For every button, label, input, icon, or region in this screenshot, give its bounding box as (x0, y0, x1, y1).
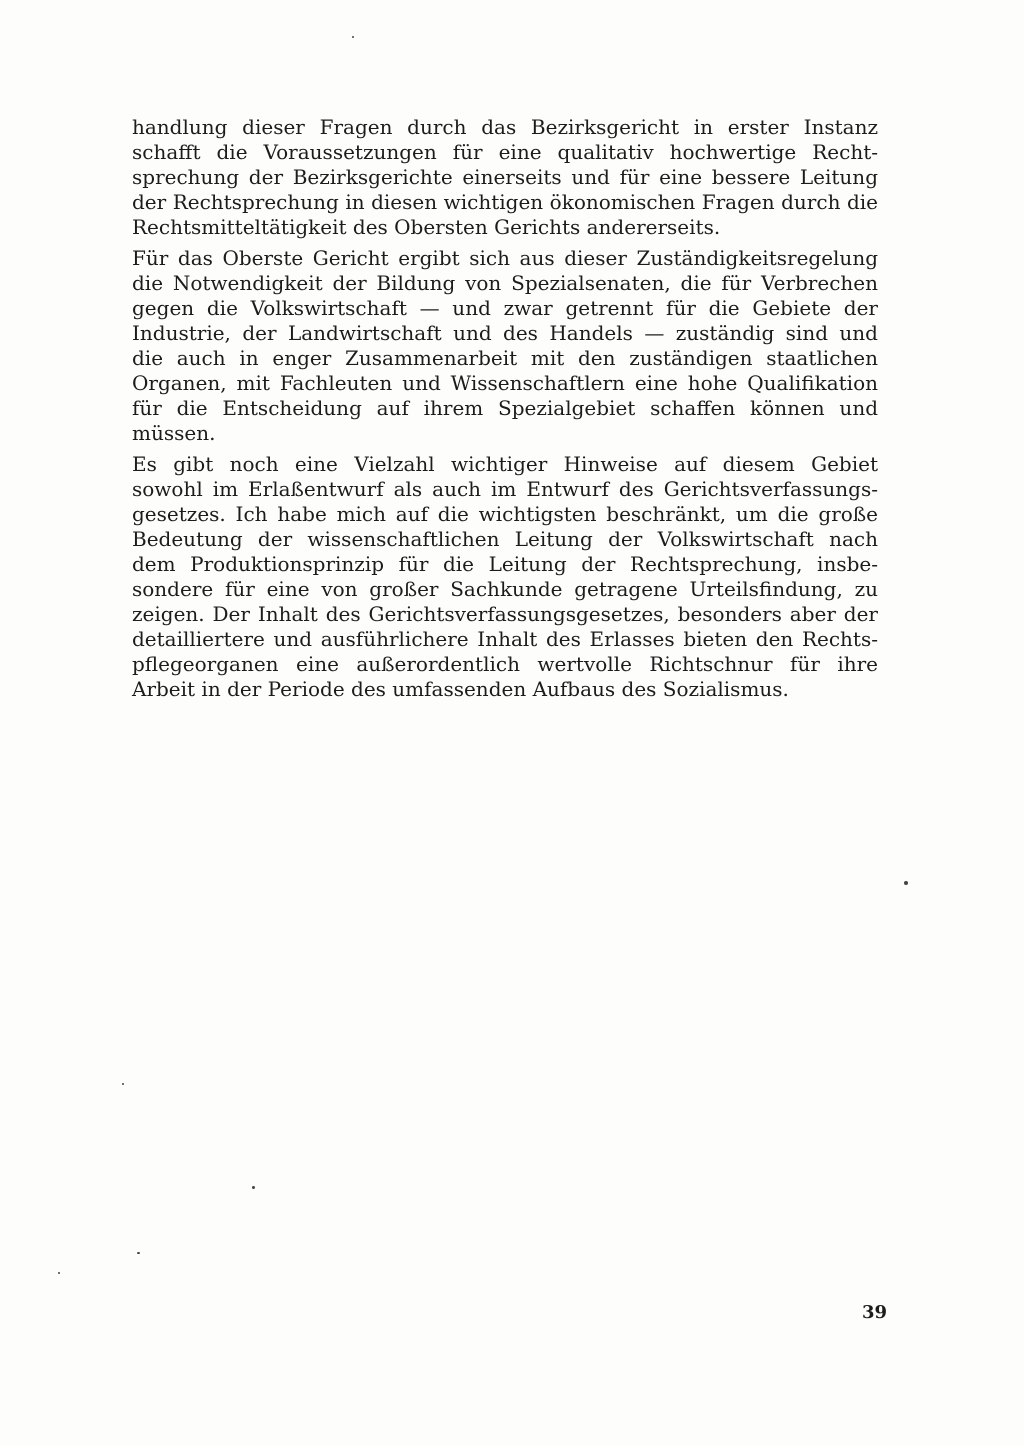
text-line: Für das Oberste Gericht ergibt sich aus dieser Zuständigkeitsregelung (132, 246, 878, 270)
text-line: sondere für eine von großer Sachkunde getragene Urteilsfindung, zu (132, 577, 878, 601)
text-line: Es gibt noch eine Vielzahl wichtiger Hinweise auf diesem Gebiet (132, 452, 878, 476)
text-line: Rechtsmitteltätigkeit des Obersten Gerichts andererseits. (132, 215, 721, 239)
text-line: die auch in enger Zusammenarbeit mit den zuständigen staatlichen (132, 346, 878, 370)
text-line: die Notwendigkeit der Bildung von Spezialsenaten, die für Verbrechen (132, 271, 878, 295)
text-line: pflegeorganen eine außerordentlich wertvolle Richtschnur für ihre (132, 652, 878, 676)
paragraph-3 (132, 452, 878, 702)
text-line: Organen, mit Fachleuten und Wissenschaftlern eine hohe Qualifikation (132, 371, 878, 395)
text-line: dem Produktionsprinzip für die Leitung der Rechtsprechung, insbe- (132, 552, 878, 576)
text-line: der Rechtsprechung in diesen wichtigen ökonomischen Fragen durch die (132, 190, 878, 214)
text-line: für die Entscheidung auf ihrem Spezialgebiet schaffen können und (132, 396, 878, 420)
scan-speck (252, 1186, 255, 1189)
text-line: Industrie, der Landwirtschaft und des Handels — zuständig sind und (132, 321, 878, 345)
text-line: sprechung der Bezirksgerichte einerseits und für eine bessere Leitung (132, 165, 878, 189)
text-line: handlung dieser Fragen durch das Bezirksgericht in erster Instanz (132, 115, 878, 139)
text-line: schafft die Voraussetzungen für eine qualitativ hochwertige Recht- (132, 140, 878, 164)
scan-speck (904, 881, 908, 885)
scan-speck (122, 1083, 124, 1085)
text-line: müssen. (132, 421, 216, 445)
text-line: Bedeutung der wissenschaftlichen Leitung der Volkswirtschaft nach (132, 527, 878, 551)
scan-speck (352, 36, 354, 38)
scan-speck (58, 1272, 60, 1274)
text-line: sowohl im Erlaßentwurf als auch im Entwurf des Gerichtsverfassungs- (132, 477, 878, 501)
scan-speck (137, 1252, 140, 1254)
text-line: detailliertere und ausführlichere Inhalt des Erlasses bieten den Rechts- (132, 627, 878, 651)
text-line: gesetzes. Ich habe mich auf die wichtigsten beschränkt, um die große (132, 502, 878, 526)
text-line: gegen die Volkswirtschaft — und zwar getrennt für die Gebiete der (132, 296, 878, 320)
paragraph-2 (132, 246, 878, 446)
body-text (132, 115, 878, 708)
paragraph-1 (132, 115, 878, 240)
page-number: 39 (862, 1302, 888, 1323)
text-line: zeigen. Der Inhalt des Gerichtsverfassungsgesetzes, besonders aber der (132, 602, 878, 626)
text-line: Arbeit in der Periode des umfassenden Aufbaus des Sozialismus. (132, 677, 789, 701)
